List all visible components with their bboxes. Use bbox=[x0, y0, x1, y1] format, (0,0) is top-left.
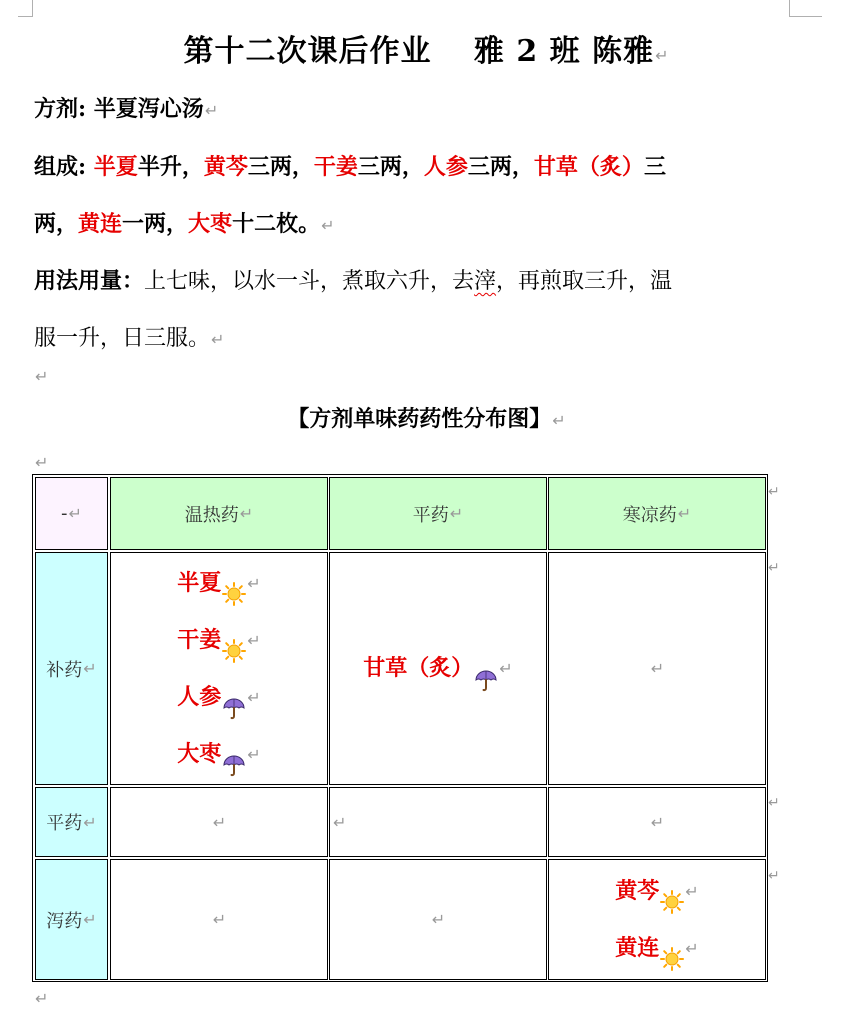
herb-name: 甘草（炙） bbox=[363, 655, 474, 681]
umbrella-icon bbox=[222, 685, 246, 709]
chart-title: 【方剂单味药药性分布图】↵ bbox=[287, 406, 566, 432]
usage-text-2: 服一升，日三服。 bbox=[34, 326, 211, 351]
dosage-text: 三两， bbox=[467, 154, 534, 180]
row-end-mark: ↵ bbox=[768, 868, 780, 884]
umbrella-icon bbox=[474, 657, 498, 681]
row-end-mark: ↵ bbox=[768, 795, 780, 811]
herb-name: 大枣 bbox=[188, 211, 233, 237]
sun-icon bbox=[660, 936, 684, 960]
prescription-line bbox=[34, 92, 218, 123]
row-header-tonic[interactable]: 补药 ↵ bbox=[35, 552, 108, 785]
page-corner-mark-left bbox=[18, 0, 33, 17]
paragraph-mark: ↵ bbox=[321, 216, 335, 235]
sun-icon bbox=[660, 879, 684, 903]
cell-tonic-cold[interactable]: ↵ bbox=[548, 552, 766, 785]
usage-line-1: 用法用量：上七味，以水一斗，煮取六升，去滓，再煎取三升，温 bbox=[34, 268, 673, 294]
herb-entry: 大枣 ↵ bbox=[177, 726, 260, 783]
row-header-neutral[interactable]: 平药 ↵ bbox=[35, 787, 108, 857]
property-distribution-table bbox=[32, 474, 768, 982]
cell-tonic-warm[interactable] bbox=[110, 552, 328, 785]
dosage-text: 三 bbox=[643, 154, 666, 180]
paragraph-mark: ↵ bbox=[655, 46, 670, 65]
herb-name: 黄连 bbox=[78, 211, 123, 237]
herb-name: 黄芩 bbox=[615, 877, 660, 904]
paragraph-mark: ↵ bbox=[204, 101, 219, 120]
herb-entry: 半夏 ↵ bbox=[177, 555, 260, 612]
row-end-mark: ↵ bbox=[768, 484, 780, 500]
dosage-text: 一两， bbox=[122, 211, 189, 237]
cell-neutral-cold[interactable]: ↵ bbox=[548, 787, 766, 857]
document-title: 第十二次课后作业 雅 2 班 陈雅↵ bbox=[183, 34, 670, 69]
herb-name: 甘草（炙） bbox=[533, 154, 644, 180]
cell-purge-warm[interactable]: ↵ bbox=[110, 859, 328, 980]
dosage-text: 三两， bbox=[247, 154, 314, 180]
row-header-purge[interactable]: 泻药 ↵ bbox=[35, 859, 108, 980]
composition-text-2 bbox=[34, 211, 320, 237]
herb-name: 干姜 bbox=[177, 626, 222, 653]
composition-label: 组成: bbox=[34, 154, 87, 180]
herb-name: 黄芩 bbox=[203, 154, 248, 180]
cell-neutral-warm[interactable]: ↵ bbox=[110, 787, 328, 857]
dosage-text: 半升， bbox=[137, 154, 204, 180]
cell-neutral-neutral[interactable]: ↵ bbox=[329, 787, 547, 857]
table-corner-cell[interactable]: - ↵ bbox=[35, 477, 108, 550]
prescription-name: 半夏泻心汤 bbox=[93, 96, 204, 122]
composition-line-1 bbox=[34, 150, 666, 181]
column-header-warm[interactable]: 温热药 ↵ bbox=[110, 477, 328, 550]
composition-text-1 bbox=[94, 154, 666, 180]
dosage-text: 十二枚。 bbox=[232, 211, 321, 237]
composition-line-2 bbox=[34, 207, 334, 238]
paragraph-mark: ↵ bbox=[211, 330, 225, 349]
herb-entry: 干姜 ↵ bbox=[177, 612, 260, 669]
usage-label: 用法用量： bbox=[34, 268, 145, 294]
herb-name: 人参 bbox=[177, 683, 222, 710]
herb-name: 黄连 bbox=[615, 934, 660, 961]
herb-name: 半夏 bbox=[177, 569, 222, 596]
column-header-neutral[interactable]: 平药 ↵ bbox=[329, 477, 547, 550]
empty-paragraph: ↵ bbox=[35, 367, 49, 386]
empty-paragraph: ↵ bbox=[35, 989, 49, 1008]
herb-entry: 黄芩 ↵ bbox=[615, 863, 698, 920]
herb-entry: 人参 ↵ bbox=[177, 669, 260, 726]
herb-name: 干姜 bbox=[313, 154, 358, 180]
herb-name: 半夏 bbox=[93, 154, 138, 180]
empty-paragraph: ↵ bbox=[35, 453, 49, 472]
page-corner-mark-right bbox=[789, 0, 822, 17]
spelling-error-word[interactable]: 滓 bbox=[474, 269, 497, 294]
cell-tonic-neutral[interactable] bbox=[329, 552, 547, 785]
column-header-cold[interactable]: 寒凉药 ↵ bbox=[548, 477, 766, 550]
row-end-mark: ↵ bbox=[768, 560, 780, 576]
herb-name: 人参 bbox=[423, 154, 468, 180]
sun-icon bbox=[222, 628, 246, 652]
cell-purge-cold[interactable] bbox=[548, 859, 766, 980]
prescription-label: 方剂: bbox=[34, 96, 87, 122]
usage-line-2 bbox=[34, 321, 224, 352]
herb-entry: 黄连 ↵ bbox=[615, 920, 698, 977]
dosage-text: 三两， bbox=[357, 154, 424, 180]
herb-name: 大枣 bbox=[177, 740, 222, 767]
dosage-text: 两， bbox=[34, 211, 79, 237]
herb-entry: 甘草（炙） ↵ bbox=[363, 640, 512, 697]
paragraph-mark: ↵ bbox=[552, 411, 566, 430]
cell-purge-neutral[interactable]: ↵ bbox=[329, 859, 547, 980]
sun-icon bbox=[222, 571, 246, 595]
umbrella-icon bbox=[222, 742, 246, 766]
